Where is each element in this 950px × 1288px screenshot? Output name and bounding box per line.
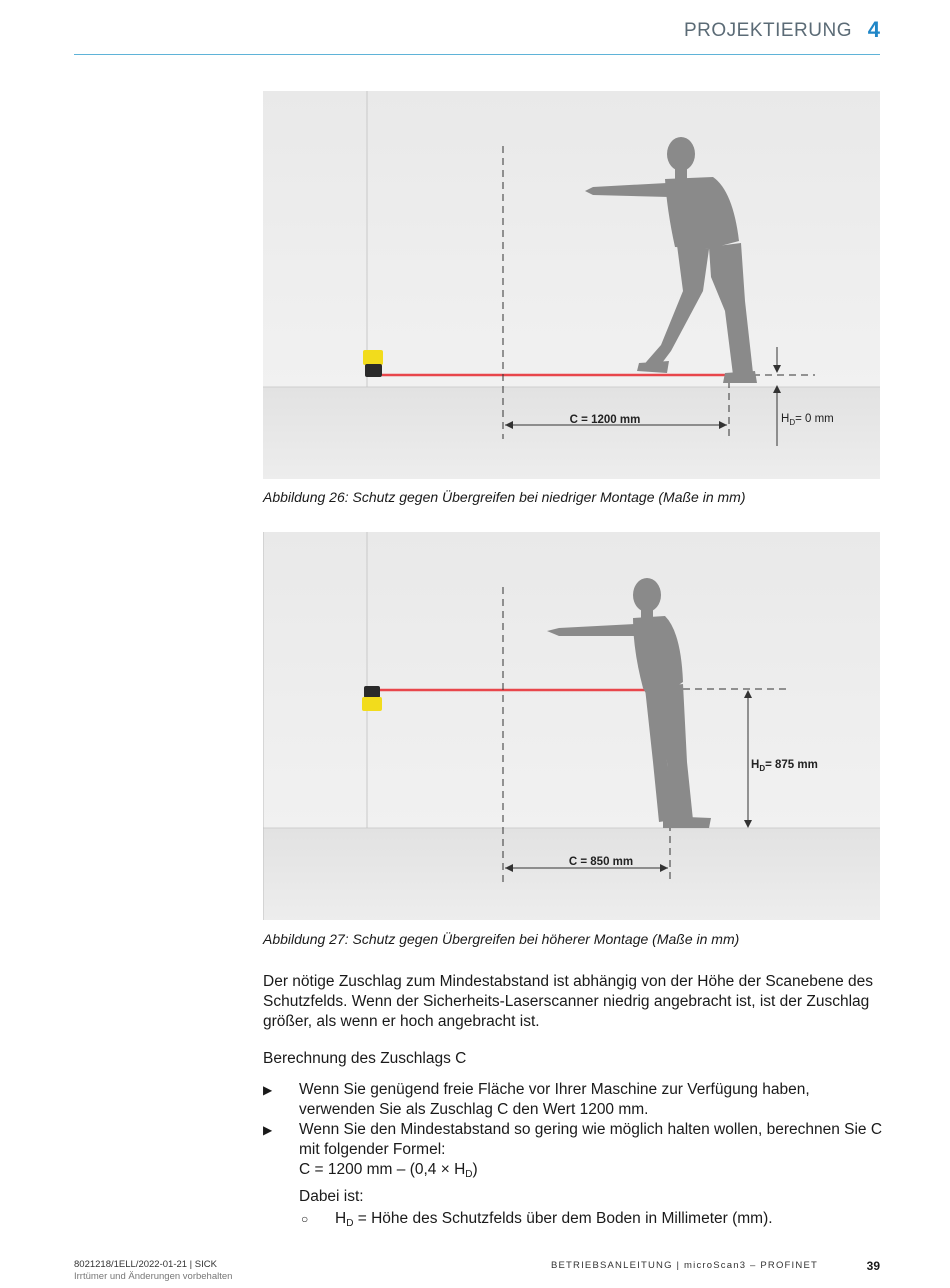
footer-doc-info <box>74 1259 232 1283</box>
section-subheading: Berechnung des Zuschlags C <box>263 1050 467 1067</box>
laser-scanner-device <box>362 686 382 711</box>
bullet-triangle-icon: ▶ <box>263 1123 273 1137</box>
header-divider <box>74 54 880 55</box>
dimension-c-label: C = 850 mm <box>568 856 634 868</box>
circle-bullet-icon: ○ <box>301 1212 309 1226</box>
bullet-triangle-icon: ▶ <box>263 1083 273 1097</box>
figure-high-mounting-illustration <box>263 532 880 920</box>
figure-high-mounting <box>263 532 880 920</box>
dimension-c-label: C = 1200 mm <box>569 414 641 426</box>
page-number: 39 <box>866 1259 880 1273</box>
bullet-text: Wenn Sie genügend freie Fläche vor Ihrer Maschine zur Verfügung haben, verwenden Sie als Zuschlag C den Wert 1200 mm. <box>299 1081 810 1118</box>
dimension-hd-label: $H_D= 0$ mm <box>781 413 834 427</box>
list-item <box>263 1080 883 1120</box>
wall <box>263 91 880 387</box>
bullet-list <box>263 1080 883 1234</box>
list-item <box>263 1120 883 1160</box>
figure-26-caption: Abbildung 26: Schutz gegen Übergreifen bei niedriger Montage (Maße in mm) <box>263 489 746 505</box>
formula: C = 1200 mm – $(0,4 \times H_D)$ <box>299 1161 478 1180</box>
dimension-hd-label: $H_D= 875$ mm <box>751 759 818 773</box>
figure-low-mounting <box>263 91 880 479</box>
floor <box>263 387 880 479</box>
figure-27-caption: Abbildung 27: Schutz gegen Übergreifen bei höherer Montage (Maße in mm) <box>263 931 740 947</box>
footer-manual-title: BETRIEBSANLEITUNG | microScan3 – PROFINET <box>550 1260 818 1271</box>
wall <box>263 532 880 828</box>
footer-disclaimer: Irrtümer und Änderungen vorbehalten <box>74 1271 233 1282</box>
figure-low-mounting-illustration <box>263 91 880 479</box>
definition-item: ○ $H_D$ = Höhe des Schutzfelds über dem Boden in Millimeter (mm). <box>301 1210 773 1229</box>
chapter-number: 4 <box>867 17 880 42</box>
body-paragraph: Der nötige Zuschlag zum Mindestabstand ist abhängig von der Höhe der Scanebene des Schutzfelds. Wenn der Sicherheits-Laserscanner niedrig angebracht ist, ist der Zuschlag größer, als wenn er hoch angebracht ist. <box>263 973 874 1030</box>
definition-intro: Dabei ist: <box>299 1188 364 1205</box>
laser-scanner-device <box>363 350 383 377</box>
bullet-text: Wenn Sie den Mindestabstand so gering wie möglich halten wollen, berechnen Sie C mit folgender Formel: <box>299 1121 883 1158</box>
footer-doc-id: 8021218/1ELL/2022-01-21 | SICK <box>74 1259 217 1270</box>
chapter-title: PROJEKTIERUNG <box>683 20 852 41</box>
floor <box>263 828 880 920</box>
